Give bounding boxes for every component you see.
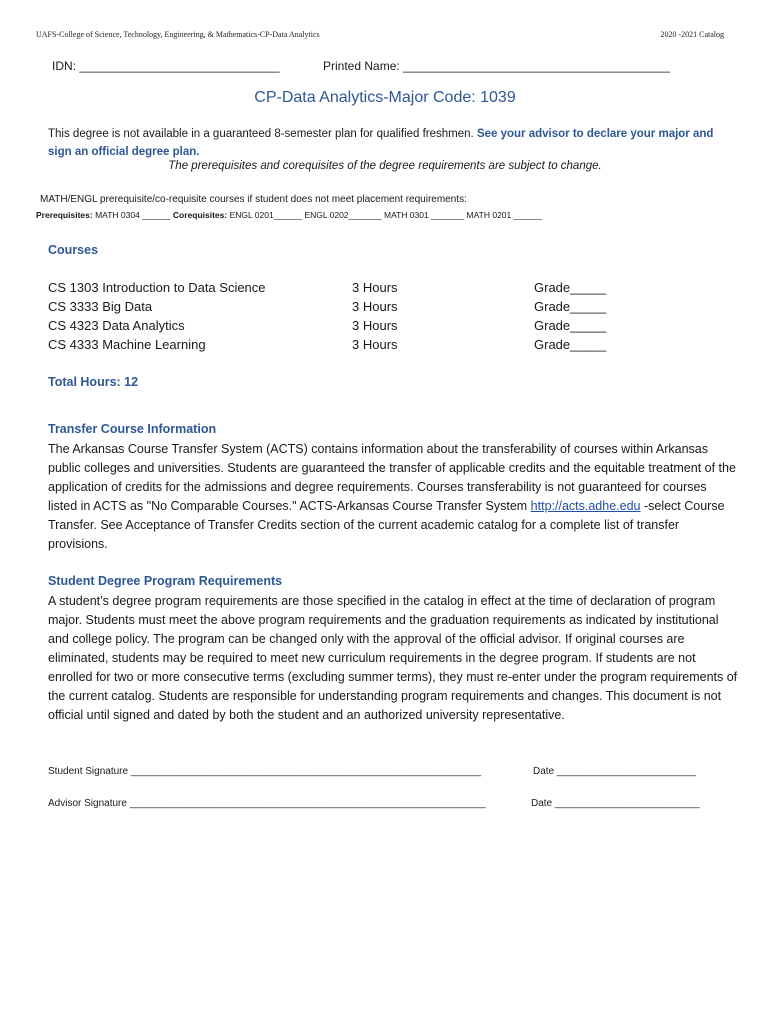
- course-name: CS 4333 Machine Learning: [48, 337, 206, 352]
- advisor-note: See your advisor to declare your major and sign an official degree plan.: [48, 128, 714, 158]
- idn-field[interactable]: IDN: ______________________________: [52, 59, 280, 73]
- courses-heading: Courses: [48, 243, 99, 257]
- intro-paragraph: [48, 125, 728, 161]
- requirements-paragraph: A student’s degree program requirements are those specified in the catalog in effect at the time of declaration of program major. Students must meet the above program requirements and the graduation requirements as indicated by institutional and college policy. The program can be changed only with the approval of the official advisor. If original courses are eliminated, students may be required to meet new curriculum requirements in the degree program. If students are not enrolled for two or more consecutive terms (excluding summer terms), they must re-enter under the program requirements of the current catalog. Students are responsible for understanding program requirements and changes. This document is not official until signed and dated by both the student and an authorized university representative.: [48, 594, 738, 722]
- coreq-label: Corequisites:: [172, 210, 228, 220]
- course-name: CS 4323 Data Analytics: [48, 318, 185, 333]
- change-note: The prerequisites and corequisites of the degree requirements are subject to change.: [168, 160, 602, 172]
- prereq-label: Prerequisites:: [36, 210, 93, 220]
- transfer-paragraph: [48, 440, 738, 554]
- advisor-signature-field[interactable]: Advisor Signature ________________________________________________________________: [48, 798, 486, 809]
- course-hours: 3 Hours: [352, 318, 398, 333]
- requirements-heading: Student Degree Program Requirements: [48, 574, 283, 588]
- advisor-date-field[interactable]: Date __________________________: [531, 798, 700, 809]
- printed-name-field[interactable]: Printed Name: ________________________________________: [323, 59, 670, 73]
- course-grade[interactable]: Grade_____: [534, 318, 607, 333]
- prereq-line: [36, 210, 542, 220]
- header-left: UAFS-College of Science, Technology, Engineering, & Mathematics-CP-Data Analytics: [36, 30, 320, 39]
- acts-link[interactable]: http://acts.adhe.edu: [530, 499, 641, 513]
- student-signature-field[interactable]: Student Signature _______________________________________________________________: [48, 766, 482, 777]
- page-title: CP-Data Analytics-Major Code: 1039: [254, 89, 516, 106]
- course-hours: 3 Hours: [352, 280, 398, 295]
- prereq-value: MATH 0304 ______: [95, 210, 171, 220]
- transfer-heading: Transfer Course Information: [48, 422, 217, 436]
- student-date-field[interactable]: Date _________________________: [533, 766, 696, 777]
- course-grade[interactable]: Grade_____: [534, 299, 607, 314]
- prereq-heading: MATH/ENGL prerequisite/co-requisite courses if student does not meet placement requirements:: [40, 194, 467, 205]
- course-name: CS 3333 Big Data: [48, 299, 153, 314]
- total-hours: Total Hours: 12: [48, 375, 139, 389]
- course-hours: 3 Hours: [352, 299, 398, 314]
- transfer-body-1: The Arkansas Course Transfer System (ACTS) contains information about the transferability of courses within Arkansas public colleges and universities. Students are guaranteed the transfer of applicable credits and the equitable treatment of the application of credits for the admissions and degree requirements. Courses transferability is not guaranteed for courses listed in ACTS as "No Comparable Courses." ACTS-Arkansas Course Transfer System: [48, 442, 736, 513]
- transfer-body-2: -select Course Transfer. See Acceptance of Transfer Credits section of the current academic catalog for a complete list of transfer provisions.: [48, 499, 725, 551]
- course-grade[interactable]: Grade_____: [534, 280, 607, 295]
- intro-text: This degree is not available in a guaranteed 8-semester plan for qualified freshmen.: [48, 128, 474, 140]
- header-right: 2020 -2021 Catalog: [660, 30, 724, 39]
- course-grade[interactable]: Grade_____: [534, 337, 607, 352]
- course-name: CS 1303 Introduction to Data Science: [48, 280, 266, 295]
- coreq-value: ENGL 0201______ ENGL 0202_______ MATH 0301 _______ MATH 0201 ______: [229, 210, 542, 220]
- course-hours: 3 Hours: [352, 337, 398, 352]
